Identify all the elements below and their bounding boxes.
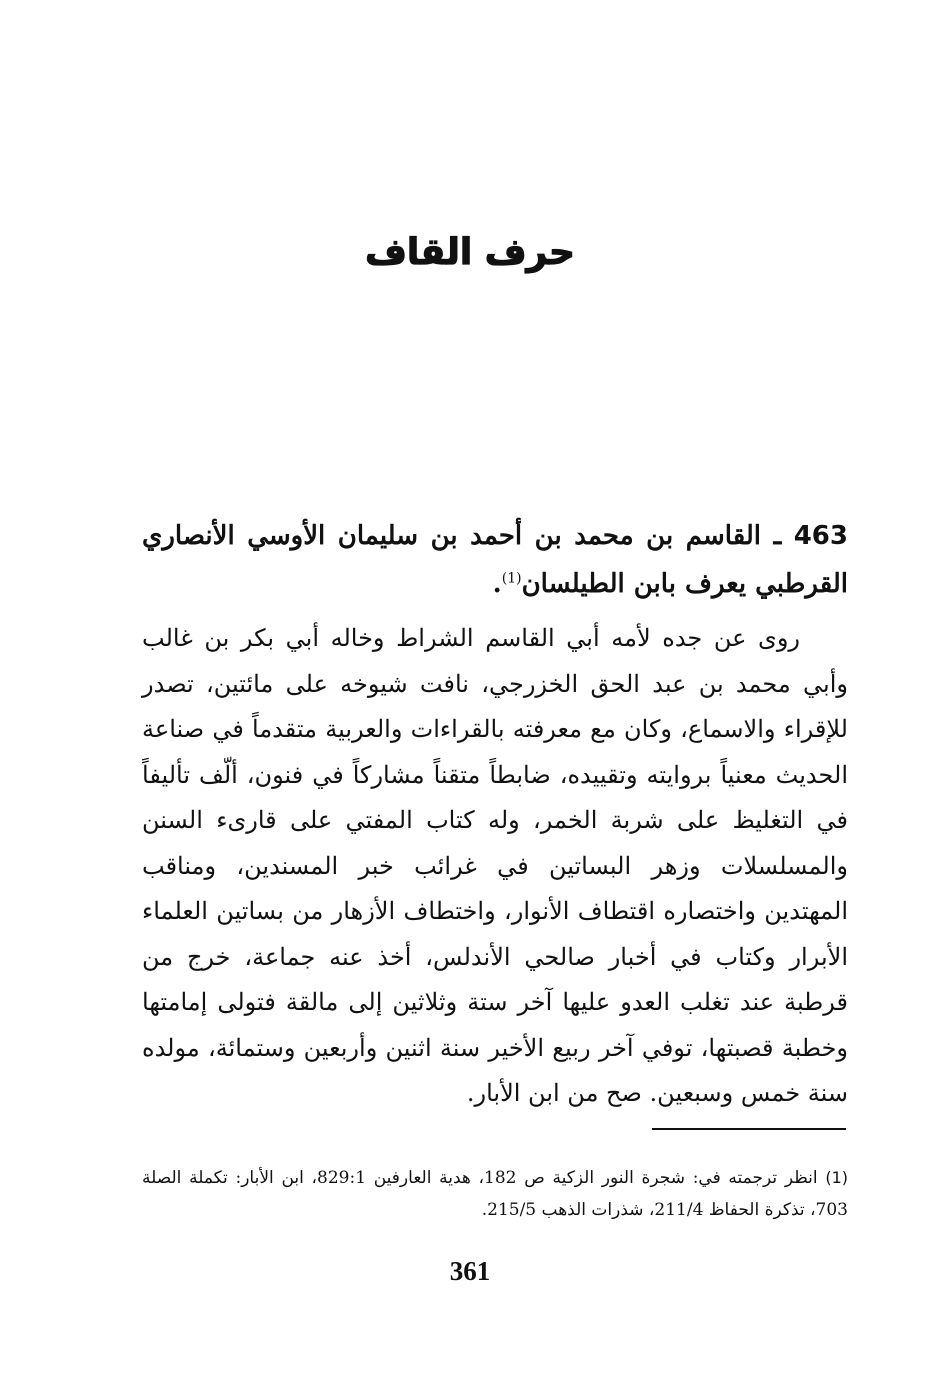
footnote-marker: (1) — [825, 1168, 848, 1187]
chapter-title: حرف القاف — [365, 232, 575, 273]
entry-heading-end: . — [492, 569, 502, 599]
footnote-separator — [652, 1128, 846, 1130]
entry-heading — [142, 512, 848, 608]
footnote-reference: (1) — [501, 570, 522, 587]
entry-body: روى عن جده لأمه أبي القاسم الشراط وخاله أبي بكر بن غالب وأبي محمد بن عبد الحق الخزرجي، نافت شيوخه على مائتين، تصدر للإقراء والاسماع، وكان مع معرفته بالقراءات والعربية متقدماً في صناعة الحديث معنياً بروايته وتقييده، ضابطاً متقناً مشاركاً في فنون، ألّف تأليفاً في التغليظ على شربة الخمر، وله كتاب المفتي على قارىء السنن والمسلسلات وزهر البساتين في غرائب خبر المسندين، ومناقب المهتدين واختصاره اقتطاف الأنوار، واختطاف الأزهار من بساتين العلماء الأبرار وكتاب في أخبار صالحي الأندلس، أخذ عنه جماعة، خرج من قرطبة عند تغلب العدو عليها آخر ستة وثلاثين إلى مالقة فتولى إمامتها وخطبة قصبتها، توفي آخر ربيع الأخير سنة اثنين وأربعين وستمائة، مولده سنة خمس وسبعين. صح من ابن الأبار. — [142, 624, 848, 1107]
footnote-text: انظر ترجمته في: شجرة النور الزكية ص 182، هدية العارفين 829:1، ابن الأبار: تكملة الصلة 703، تذكرة الحفاظ 211/4، شذرات الذهب 215/5. — [142, 1168, 848, 1220]
footnote — [142, 1162, 848, 1226]
entry-dash: ـ — [761, 521, 794, 551]
page-number: 361 — [449, 1256, 491, 1286]
entry-number: 463 — [793, 521, 848, 551]
entry-name: القاسم بن محمد بن أحمد بن سليمان الأوسي الأنصاري القرطبي يعرف بابن الطيلسان — [142, 521, 848, 599]
